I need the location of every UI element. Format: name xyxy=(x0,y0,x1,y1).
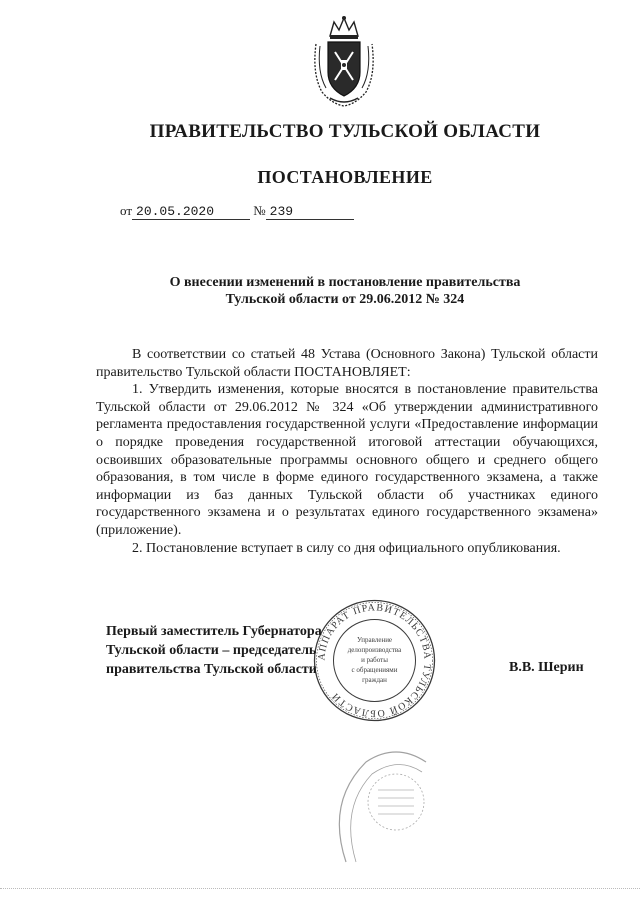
seal-inner-line-5: граждан xyxy=(362,676,387,684)
document-type-title: ПОСТАНОВЛЕНИЕ xyxy=(257,167,433,187)
official-seal-icon xyxy=(312,598,437,723)
seal-inner-line-1: Управление xyxy=(356,636,393,644)
signer-name: В.В. Шерин xyxy=(509,660,584,675)
scan-artifact-line xyxy=(0,884,640,889)
document-subject xyxy=(0,274,640,308)
organization-title: ПРАВИТЕЛЬСТВО ТУЛЬСКОЙ ОБЛАСТИ xyxy=(149,121,541,142)
document-number: 239 xyxy=(266,204,354,220)
subject-line-1: О внесении изменений в постановление правительства xyxy=(169,275,521,290)
coat-of-arms-icon xyxy=(308,14,380,110)
body-paragraph-2: 1. Утвердить изменения, которые вносятся в постановление правительства Тульской области от 29.06.2012 № 324 «Об утверждении административного регламента предоставления государственной услуги «Предоставление информации о порядке проведения государственной итоговой аттестации обучающихся, освоивших образовательные программы основного общего и среднего общего образования, в том числе в форме единого государственного экзамена, а также информации из баз данных Тульской области об участниках единого государственного экзамена и о результатах единого государственного экзамена» (приложение). xyxy=(96,382,598,538)
signature-line-2: Тульской области – председатель xyxy=(106,643,317,658)
signature-line-3: правительства Тульской области xyxy=(106,662,317,677)
subject-line-2: Тульской области от 29.06.2012 № 324 xyxy=(225,292,465,307)
number-prefix: № xyxy=(253,203,266,218)
body-paragraph-1: В соответствии со статьей 48 Устава (Основного Закона) Тульской области правительство Тульской области ПОСТАНОВЛЯЕТ: xyxy=(96,347,598,380)
signature-position xyxy=(106,622,322,679)
document-date: 20.05.2020 xyxy=(132,204,250,220)
seal-inner-line-3: и работы xyxy=(361,656,388,664)
body-paragraph-3: 2. Постановление вступает в силу со дня официального опубликования. xyxy=(132,540,561,556)
faint-seal-icon xyxy=(326,742,446,872)
date-prefix: от xyxy=(120,203,133,218)
seal-inner-line-2: делопроизводства xyxy=(347,646,402,654)
seal-ring-text: АППАРАТ ПРАВИТЕЛЬСТВА ТУЛЬСКОЙ ОБЛАСТИ xyxy=(316,602,433,719)
seal-inner-line-4: с обращениями xyxy=(351,666,398,674)
signature-line-1: Первый заместитель Губернатора xyxy=(106,624,322,639)
date-number-line xyxy=(120,203,354,220)
document-body xyxy=(96,346,598,557)
